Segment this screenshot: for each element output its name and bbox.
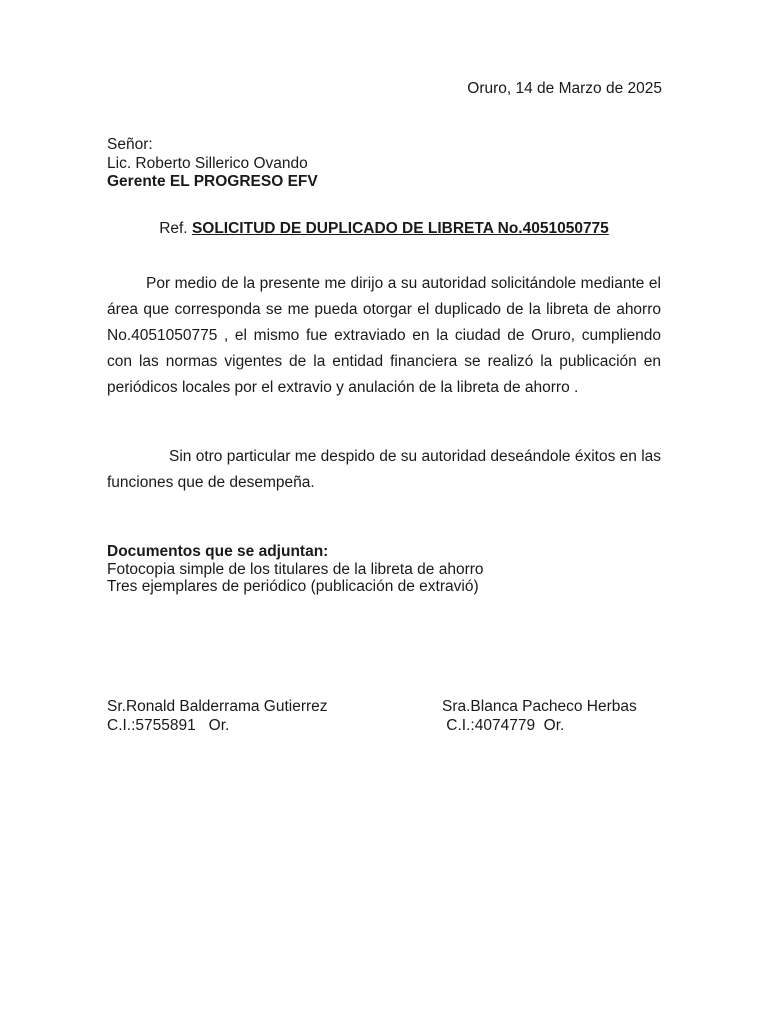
letter-date: Oruro, 14 de Marzo de 2025	[467, 80, 662, 97]
reference-subject: SOLICITUD DE DUPLICADO DE LIBRETA No.4051050775	[191, 220, 609, 237]
addressee-salutation: Señor:	[107, 136, 153, 153]
signer-id: C.I.:5755891 Or.	[107, 716, 230, 734]
signer-name: Sra.Blanca Pacheco Herbas	[442, 698, 637, 715]
body-paragraph-request: Por medio de la presente me dirijo a su autoridad solicitándole mediante el área que corresponda se me pueda otorgar el duplicado de la libreta de ahorro No.4051050775 , el mismo fue extraviado en la ciudad de Oruro, cumpliendo con las normas vigentes de la entidad financiera se realizó la publicación en periódicos locales por el extravio y anulación de la libreta de ahorro .	[107, 275, 661, 396]
reference-line	[0, 219, 768, 239]
addressee-position: Gerente EL PROGRESO EFV	[107, 173, 318, 190]
signer-right	[442, 698, 637, 735]
reference-prefix: Ref.	[159, 220, 188, 237]
addressee-name: Lic. Roberto Sillerico Ovando	[107, 154, 308, 172]
attachment-item: Tres ejemplares de periódico (publicación de extravió)	[107, 578, 479, 595]
signer-name: Sr.Ronald Balderrama Gutierrez	[107, 698, 328, 715]
attachment-item: Fotocopia simple de los titulares de la libreta de ahorro	[107, 560, 484, 578]
body-paragraph-closing: Sin otro particular me despido de su autoridad deseándole éxitos en las funciones que de desempeña.	[107, 448, 662, 491]
attachments-heading: Documentos que se adjuntan:	[107, 543, 329, 560]
signer-id: C.I.:4074779 Or.	[442, 716, 565, 734]
addressee-block	[107, 136, 318, 192]
attachments-block	[107, 543, 484, 596]
signer-left	[107, 698, 328, 735]
